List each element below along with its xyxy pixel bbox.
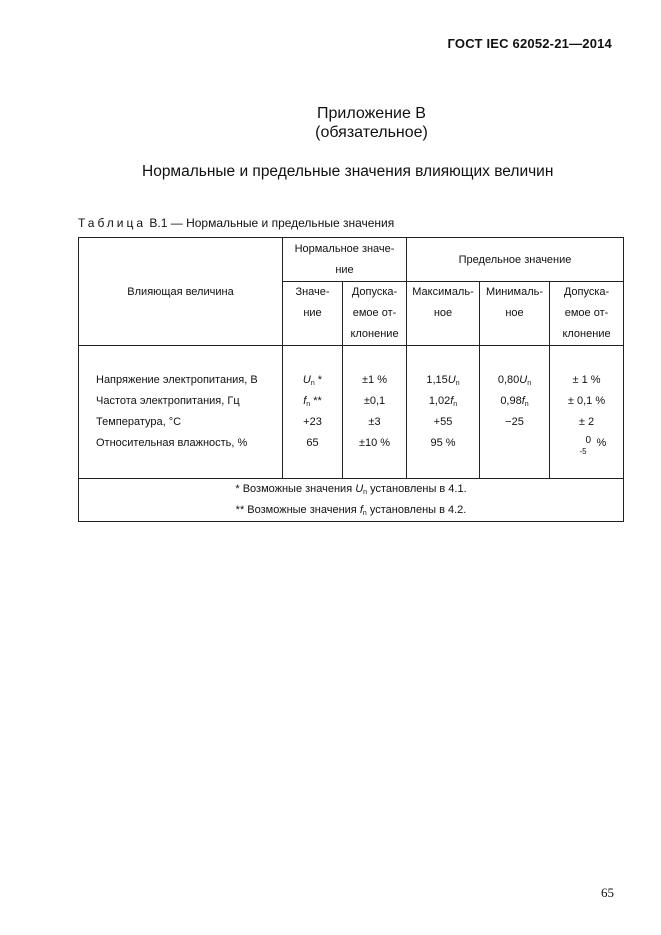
- value-voltage-subscript: n: [310, 380, 315, 387]
- tolerance-voltage: ±1 %: [362, 374, 387, 386]
- tolerance-lower: -5: [579, 447, 587, 456]
- tolerance-temperature: ±3: [368, 416, 381, 428]
- tolerance-humidity: ±10 %: [358, 437, 391, 449]
- header-max-line2: ное: [433, 307, 453, 319]
- limit-tolerance-voltage: ± 1 %: [572, 374, 601, 386]
- table-body-row: [79, 346, 624, 479]
- value-frequency-subscript: n: [306, 401, 311, 408]
- header-tolerance-line2: емое от-: [352, 307, 397, 319]
- tolerance-column: [343, 346, 407, 479]
- header-limit-tolerance-line2: емое от-: [564, 307, 609, 319]
- header-limit-value: Предельное значение: [407, 238, 624, 282]
- quantity-frequency: Частота электропитания, Гц: [96, 395, 240, 407]
- page-number: 65: [601, 885, 614, 900]
- header-limit-tolerance-line3: клонение: [562, 328, 611, 340]
- value-voltage: [283, 370, 342, 391]
- footnote-1-ref: установлены в 4.1.: [367, 483, 467, 495]
- footnote-1-symbol: U: [355, 483, 364, 495]
- max-temperature: +55: [433, 416, 453, 428]
- quantity-humidity: Относительная влажность, %: [96, 437, 248, 449]
- header-normal-line1: Нормальное значе-: [294, 242, 395, 255]
- quantity-temperature: Температура, °С: [96, 416, 182, 428]
- min-humidity: [480, 433, 549, 454]
- header-value-line1: Значе-: [295, 286, 330, 298]
- footnote-1-text: * Возможные значения: [235, 483, 356, 495]
- max-column: [407, 346, 480, 479]
- header-quantity: Влияющая величина: [79, 238, 283, 346]
- table-caption-word: Таблица: [78, 216, 147, 230]
- min-frequency: [480, 391, 549, 412]
- min-voltage-factor: 0,80: [497, 374, 520, 386]
- value-voltage-note: *: [314, 374, 323, 386]
- appendix-heading: [0, 104, 661, 142]
- quantity-column: [79, 346, 283, 479]
- min-frequency-factor: 0,98: [500, 395, 522, 407]
- max-humidity: 95 %: [430, 437, 456, 449]
- tolerance-frequency: ±0,1: [363, 395, 386, 407]
- tolerance-unit: %: [596, 437, 607, 449]
- value-humidity: 65: [306, 437, 319, 449]
- limit-tolerance-temperature: ± 2: [578, 416, 595, 428]
- header-normal-line2: ние: [335, 263, 354, 276]
- footnote-2: [79, 500, 623, 521]
- max-voltage: [407, 370, 479, 391]
- table-caption: [78, 216, 394, 230]
- value-temperature: +23: [303, 416, 322, 428]
- header-tolerance-line3: клонение: [350, 328, 399, 340]
- value-column: [283, 346, 343, 479]
- header-max: [407, 282, 480, 346]
- limit-tolerance-humidity: [550, 433, 623, 454]
- footnote-2-ref: установлены в 4.2.: [366, 504, 467, 516]
- header-tolerance-line1: Допуска-: [351, 286, 398, 298]
- max-voltage-factor: 1,15: [426, 374, 448, 386]
- tolerance-upper: 0: [585, 435, 592, 446]
- section-title: Нормальные и предельные значения влияющих величин: [142, 163, 554, 180]
- min-frequency-subscript: n: [524, 401, 529, 408]
- footnote-1-subscript: n: [363, 489, 368, 496]
- max-frequency: [407, 391, 479, 412]
- table-caption-text: В.1 — Нормальные и предельные значения: [149, 216, 395, 230]
- influence-quantities-table: [78, 237, 624, 522]
- footnote-2-symbol: f: [359, 504, 363, 516]
- limit-tolerance-frequency: ± 0,1 %: [567, 395, 606, 407]
- header-min: [480, 282, 550, 346]
- footnote-2-text: ** Возможные значения: [235, 504, 360, 516]
- header-max-line1: Максималь-: [412, 286, 474, 298]
- min-temperature: −25: [505, 416, 524, 428]
- value-voltage-symbol: U: [302, 374, 311, 386]
- min-voltage-subscript: n: [527, 380, 532, 387]
- header-value: [283, 282, 343, 346]
- value-frequency-note: **: [310, 395, 322, 407]
- header-tolerance: [343, 282, 407, 346]
- footnote-2-subscript: n: [362, 510, 367, 517]
- quantity-voltage: Напряжение электропитания, В: [96, 374, 258, 386]
- header-limit-tolerance: [550, 282, 624, 346]
- value-frequency: [283, 391, 342, 412]
- max-voltage-subscript: n: [455, 380, 460, 387]
- document-code: ГОСТ IEC 62052-21—2014: [447, 36, 612, 51]
- value-frequency-symbol: f: [303, 395, 307, 407]
- appendix-status: (обязательное): [315, 124, 428, 141]
- min-voltage-symbol: U: [519, 374, 528, 386]
- max-voltage-symbol: U: [447, 374, 456, 386]
- max-frequency-subscript: n: [453, 401, 458, 408]
- footnotes-cell: [79, 479, 624, 522]
- header-value-line2: ние: [303, 307, 322, 319]
- max-frequency-symbol: f: [450, 395, 454, 407]
- header-min-line2: ное: [505, 307, 524, 319]
- table-footnotes: [79, 479, 624, 522]
- max-frequency-factor: 1,02: [428, 395, 451, 407]
- appendix-title: Приложение В: [317, 105, 426, 122]
- header-min-line1: Минималь-: [486, 286, 544, 298]
- limit-tolerance-humidity-expr: [567, 433, 607, 454]
- header-normal-value: [283, 238, 407, 282]
- min-frequency-symbol: f: [521, 395, 525, 407]
- footnote-1: [79, 479, 623, 500]
- min-voltage: [480, 370, 549, 391]
- header-limit-tolerance-line1: Допуска-: [563, 286, 610, 298]
- min-column: [480, 346, 550, 479]
- limit-tolerance-column: [550, 346, 624, 479]
